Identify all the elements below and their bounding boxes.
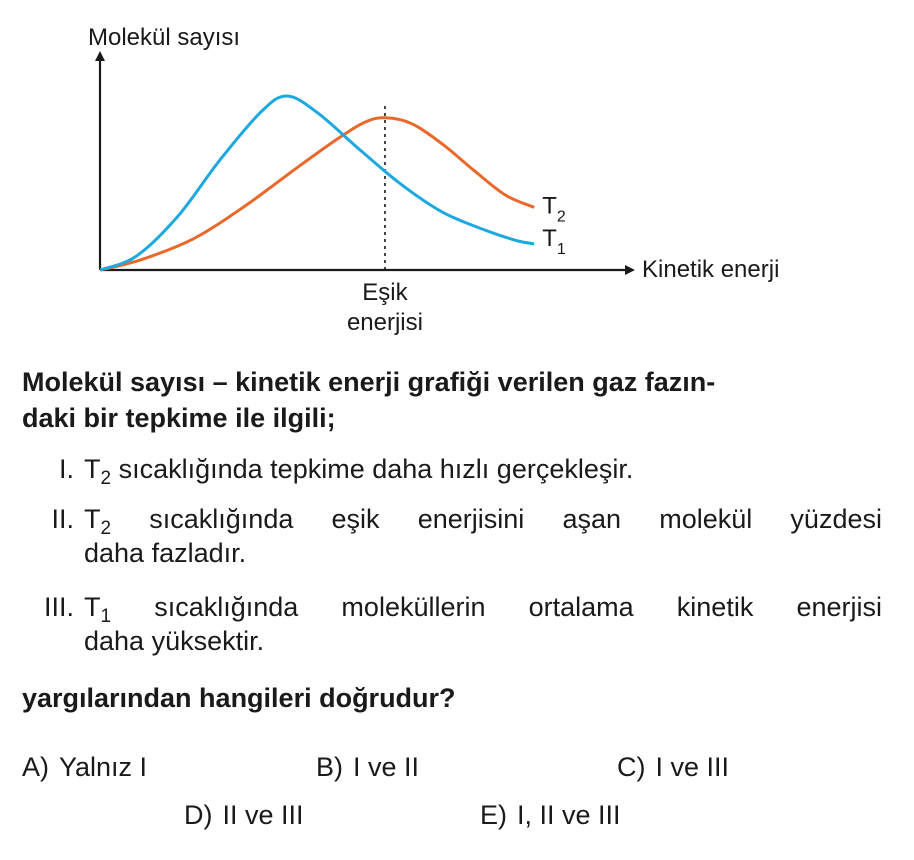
question-stem-line1: Molekül sayısı – kinetik enerji grafiği verilen gaz fazın- <box>22 367 716 397</box>
question-stem <box>22 364 892 436</box>
threshold-label-line2: enerjisi <box>346 309 423 336</box>
threshold-label-line1: Eşik <box>362 279 408 306</box>
statement-number: I. <box>58 454 74 484</box>
statement-text: $T_1$ sıcaklığında moleküllerin ortalama kinetik enerjisi daha yüksektir. <box>84 592 882 656</box>
option-e[interactable]: E) I, II ve III <box>480 800 621 830</box>
statement-number: II. <box>51 504 74 534</box>
series-label-t1: $T_1$ <box>542 224 566 258</box>
option-b[interactable]: B) I ve II <box>316 752 420 782</box>
series-line-t2 <box>100 118 534 270</box>
question-stem-line2: daki bir tepkime ile ilgili; <box>22 403 336 433</box>
x-axis-label: Kinetik enerji <box>642 256 780 283</box>
option-d[interactable]: D) II ve III <box>184 800 304 830</box>
energy-distribution-chart <box>0 0 914 350</box>
series-line-t1 <box>100 96 534 270</box>
option-a[interactable]: A) Yalnız I <box>22 752 148 782</box>
question-closing: yargılarından hangileri doğrudur? <box>22 683 456 713</box>
series-label-t2: $T_2$ <box>542 192 566 226</box>
y-axis-label: Molekül sayısı <box>88 24 241 51</box>
statement-text: $T_2$ sıcaklığında tepkime daha hızlı gerçekleşir. <box>84 454 634 489</box>
statement-text: $T_2$ sıcaklığında eşik enerjisini aşan molekül yüzdesi daha fazladır. <box>84 504 882 568</box>
option-c[interactable]: C) I ve III <box>617 752 730 782</box>
statement-number: III. <box>43 592 74 622</box>
